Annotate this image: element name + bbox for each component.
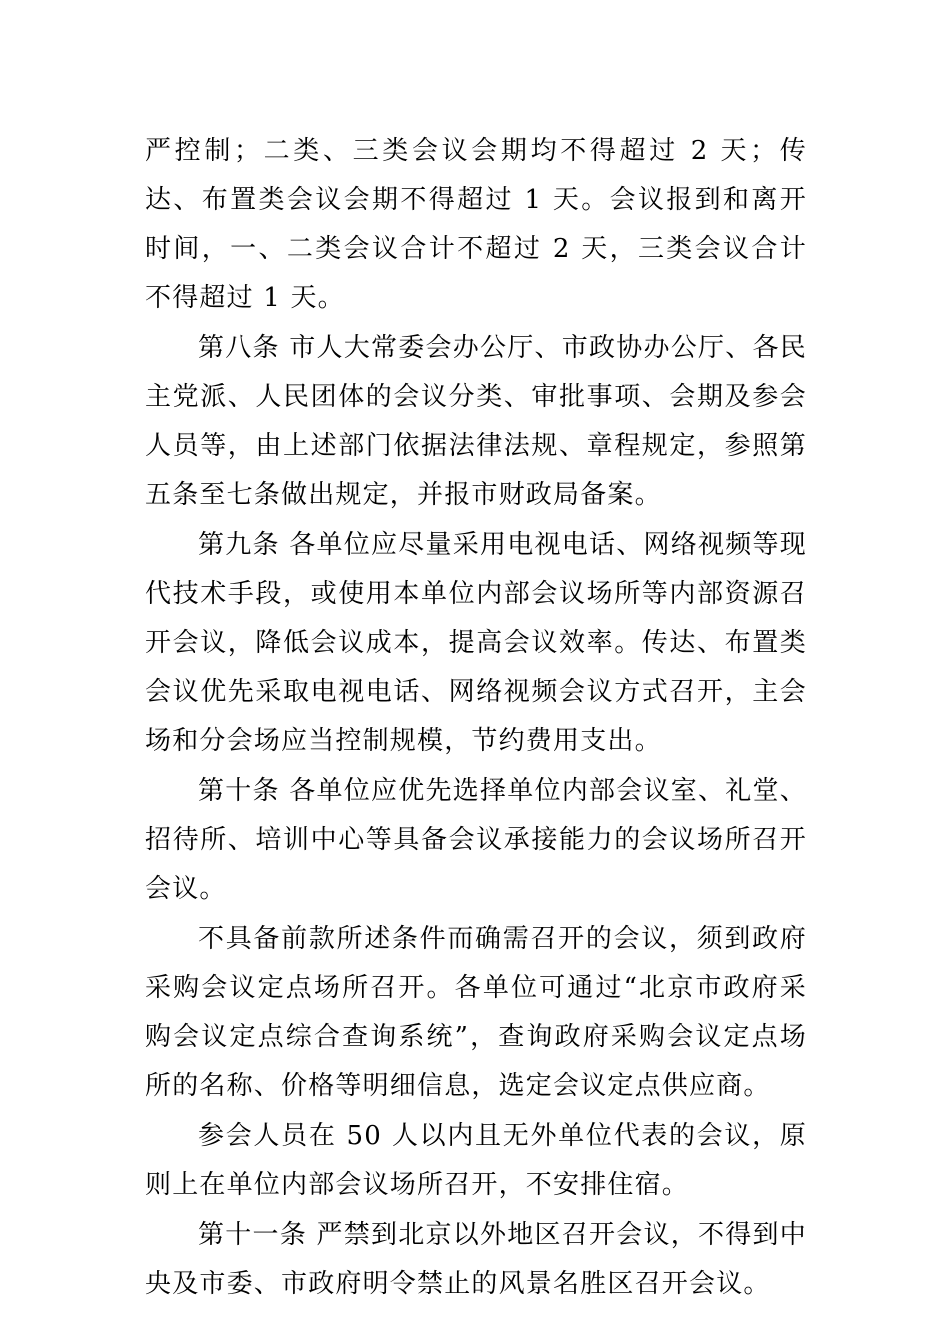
paragraph-article-10-clause-2: 不具备前款所述条件而确需召开的会议，须到政府采购会议定点场所召开。各单位可通过“北京市政府采购会议定点综合查询系统”，查询政府采购会议定点场所的名称、价格等明细信息，选定会议定点供应商。 [145,924,807,1101]
paragraph-continuation: 严控制；二类、三类会议会期均不得超过 2 天；传达、布置类会议会期不得超过 1 天。会议报到和离开时间，一、二类会议合计不超过 2 天，三类会议合计不得超过 1 天。 [145,136,807,313]
paragraph-article-10: 第十条 各单位应优先选择单位内部会议室、礼堂、招待所、培训中心等具备会议承接能力的会议场所召开会议。 [145,776,807,904]
paragraph-article-8: 第八条 市人大常委会办公厅、市政协办公厅、各民主党派、人民团体的会议分类、审批事项、会期及参会人员等，由上述部门依据法律法规、章程规定，参照第五条至七条做出规定，并报市财政局备案。 [145,333,807,510]
paragraph-article-9: 第九条 各单位应尽量采用电视电话、网络视频等现代技术手段，或使用本单位内部会议场所等内部资源召开会议，降低会议成本，提高会议效率。传达、布置类会议优先采取电视电话、网络视频会议方式召开，主会场和分会场应当控制规模，节约费用支出。 [145,530,807,756]
paragraph-article-11: 第十一条 严禁到北京以外地区召开会议，不得到中央及市委、市政府明令禁止的风景名胜区召开会议。 [145,1220,807,1299]
paragraph-article-10-clause-3: 参会人员在 50 人以内且无外单位代表的会议，原则上在单位内部会议场所召开，不安排住宿。 [145,1121,807,1200]
document-body [145,127,807,1309]
